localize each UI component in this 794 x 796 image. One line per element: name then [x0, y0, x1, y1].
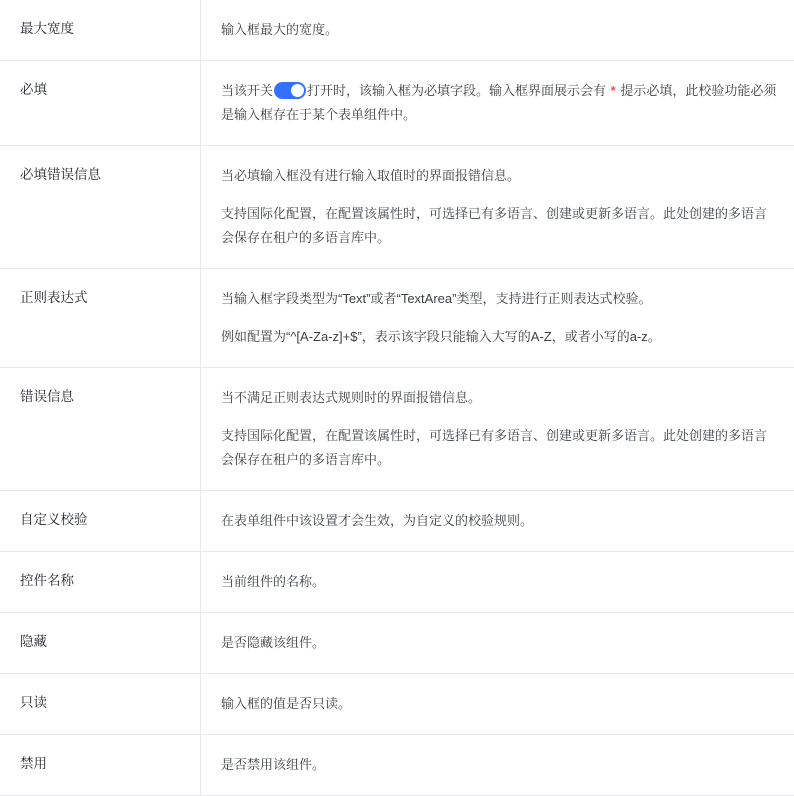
description-text: 当输入框字段类型为“Text”或者“TextArea”类型，支持进行正则表达式校验。 — [221, 291, 651, 306]
description-paragraph — [221, 509, 778, 533]
description-paragraph — [221, 386, 778, 410]
description-text: 例如配置为“^[A-Za-z]+$”，表示该字段只能输入大写的A-Z，或者小写的a-z。 — [221, 329, 661, 344]
description-text: 输入框的值是否只读。 — [221, 696, 351, 711]
property-name-cell: 正则表达式 — [0, 269, 201, 368]
property-name-cell: 自定义校验 — [0, 491, 201, 552]
table-row — [0, 146, 794, 269]
table-row — [0, 368, 794, 491]
property-description-cell — [201, 368, 794, 491]
property-name-cell: 必填 — [0, 61, 201, 146]
property-description-cell — [201, 552, 794, 613]
description-text: 输入框最大的宽度。 — [221, 22, 338, 37]
description-text: 当前组件的名称。 — [221, 574, 325, 589]
description-text: 打开时，该输入框为必填字段。输入框界面展示会有 — [307, 83, 610, 98]
description-paragraph — [221, 18, 778, 42]
table-row — [0, 613, 794, 674]
table-row — [0, 269, 794, 368]
table-row — [0, 61, 794, 146]
property-description-cell — [201, 146, 794, 269]
property-description-cell — [201, 491, 794, 552]
description-paragraph — [221, 287, 778, 311]
table-row — [0, 735, 794, 796]
description-text: 是否隐藏该组件。 — [221, 635, 325, 650]
description-text: 在表单组件中该设置才会生效，为自定义的校验规则。 — [221, 513, 533, 528]
property-name-cell: 控件名称 — [0, 552, 201, 613]
property-description-cell — [201, 613, 794, 674]
property-description-cell — [201, 269, 794, 368]
table-row — [0, 552, 794, 613]
table-row — [0, 491, 794, 552]
description-paragraph — [221, 692, 778, 716]
description-paragraph — [221, 570, 778, 594]
property-name-cell: 只读 — [0, 674, 201, 735]
property-name-cell: 最大宽度 — [0, 0, 201, 61]
property-description-cell — [201, 0, 794, 61]
description-text: 当该开关 — [221, 83, 273, 98]
table-row — [0, 674, 794, 735]
description-text: 当不满足正则表达式规则时的界面报错信息。 — [221, 390, 481, 405]
description-text: 是否禁用该组件。 — [221, 757, 325, 772]
description-text: 当必填输入框没有进行输入取值时的界面报错信息。 — [221, 168, 520, 183]
property-name-cell: 错误信息 — [0, 368, 201, 491]
required-asterisk: * — [610, 83, 617, 98]
description-paragraph — [221, 325, 778, 349]
property-name-cell: 禁用 — [0, 735, 201, 796]
description-paragraph — [221, 753, 778, 777]
description-paragraph — [221, 202, 778, 250]
description-text: 提示必填，此校验功能必须是输入框存在于某个表单组件中。 — [221, 83, 776, 122]
description-paragraph — [221, 631, 778, 655]
property-description-cell — [201, 674, 794, 735]
property-name-cell: 隐藏 — [0, 613, 201, 674]
description-text: 支持国际化配置，在配置该属性时，可选择已有多语言、创建或更新多语言。此处创建的多语言会保存在租户的多语言库中。 — [221, 428, 767, 467]
description-text: 支持国际化配置，在配置该属性时，可选择已有多语言、创建或更新多语言。此处创建的多语言会保存在租户的多语言库中。 — [221, 206, 767, 245]
toggle-switch-icon — [274, 82, 306, 99]
description-paragraph — [221, 424, 778, 472]
table-row — [0, 0, 794, 61]
property-description-cell — [201, 735, 794, 796]
description-paragraph — [221, 164, 778, 188]
property-name-cell: 必填错误信息 — [0, 146, 201, 269]
description-paragraph — [221, 79, 778, 127]
property-description-cell — [201, 61, 794, 146]
toggle-knob — [291, 84, 304, 97]
